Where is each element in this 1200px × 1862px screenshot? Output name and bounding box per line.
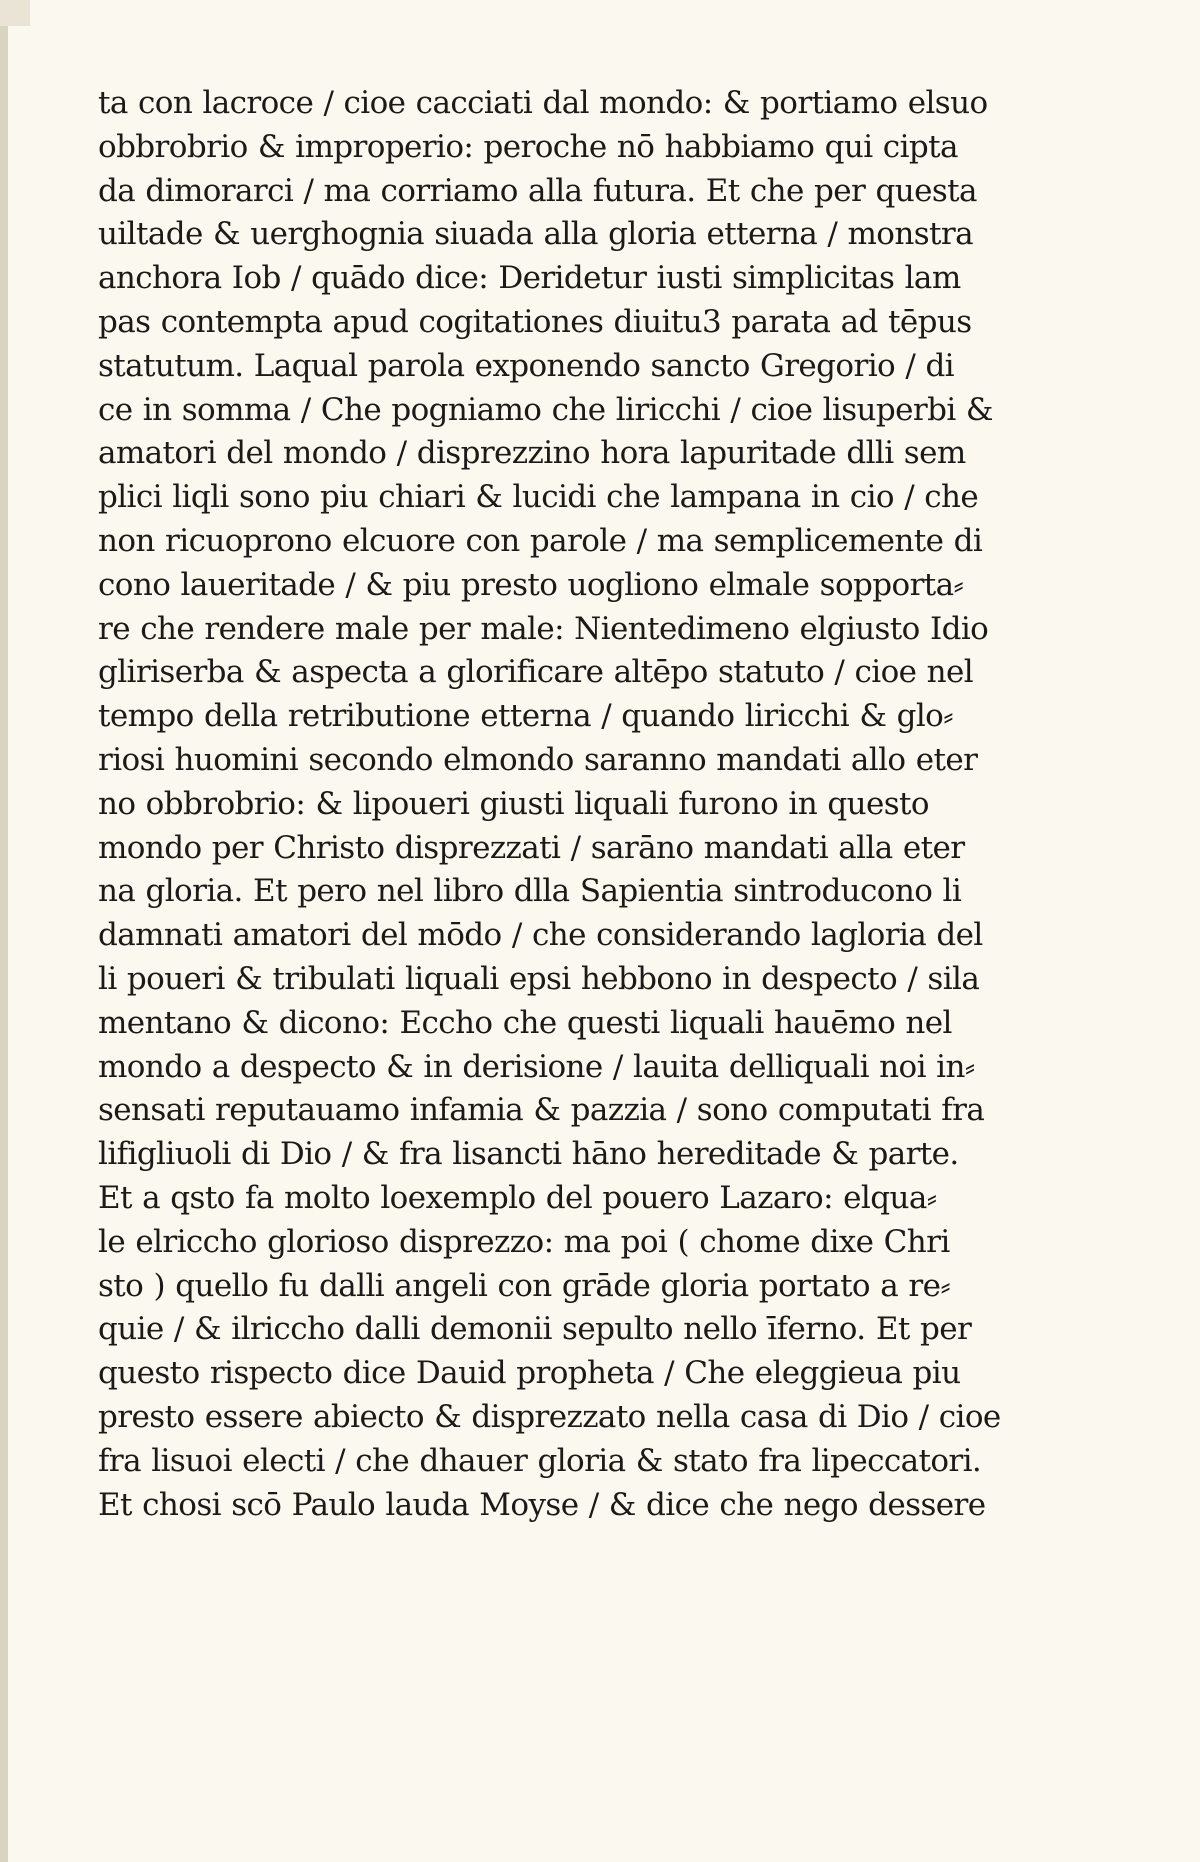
text-line: anchora Iob / quādo dice: Deridetur iusti simplicitas lam	[98, 260, 961, 297]
text-line: mondo a despecto & in derisione / lauita delliquali noi in⸗	[98, 1048, 975, 1085]
text-line: Et a qsto fa molto loexemplo del pouero Lazaro: elqua⸗	[98, 1179, 937, 1216]
text-line: mondo per Christo disprezzati / sarāno mandati alla eter	[98, 829, 965, 866]
text-line: gliriserba & aspecta a glorificare altēpo statuto / cioe nel	[98, 654, 974, 691]
text-line: Et chosi scō Paulo lauda Moyse / & dice che nego dessere	[98, 1486, 986, 1523]
text-line: lifigliuoli di Dio / & fra lisancti hāno hereditade & parte.	[98, 1136, 959, 1173]
text-line: tempo della retributione etterna / quando liricchi & glo⸗	[98, 698, 953, 735]
text-line: damnati amatori del mōdo / che considerando lagloria del	[98, 917, 983, 954]
text-line: plici liqli sono piu chiari & lucidi che lampana in cio / che	[98, 479, 979, 516]
text-line: presto essere abiecto & disprezzato nella casa di Dio / cioe	[98, 1398, 1001, 1435]
text-line: riosi huomini secondo elmondo saranno mandati allo eter	[98, 741, 978, 778]
text-line: mentano & dicono: Eccho che questi liquali hauēmo nel	[98, 1004, 952, 1041]
text-line: quie / & ilriccho dalli demonii sepulto nello īferno. Et per	[98, 1311, 972, 1348]
text-line: ce in somma / Che pogniamo che liricchi / cioe lisuperbi &	[98, 391, 993, 428]
text-line: amatori del mondo / disprezzino hora lapuritade dlli sem	[98, 435, 966, 472]
text-line: uiltade & uerghognia siuada alla gloria etterna / monstra	[98, 216, 973, 253]
text-line: obbrobrio & improperio: peroche nō habbiamo qui cipta	[98, 128, 958, 165]
text-block	[98, 82, 1001, 1527]
text-line: da dimorarci / ma corriamo alla futura. Et che per questa	[98, 172, 977, 209]
page-edge-shadow	[0, 0, 8, 1862]
text-line: sensati reputauamo infamia & pazzia / sono computati fra	[98, 1092, 985, 1129]
text-line: ta con lacroce / cioe cacciati dal mondo: & portiamo elsuo	[98, 85, 988, 121]
text-line: cono laueritade / & piu presto uogliono elmale sopporta⸗	[98, 566, 964, 603]
text-line: statutum. Laqual parola exponendo sancto Gregorio / di	[98, 347, 954, 384]
text-line: sto ) quello fu dalli angeli con grāde gloria portato a re⸗	[98, 1267, 951, 1304]
text-line: na gloria. Et pero nel libro dlla Sapientia sintroducono li	[98, 873, 962, 910]
text-line: le elriccho glorioso disprezzo: ma poi ( chome dixe Chri	[98, 1223, 950, 1260]
text-line: pas contempta apud cogitationes diuitu3 parata ad tēpus	[98, 303, 972, 340]
text-line: re che rendere male per male: Nientedimeno elgiusto Idio	[98, 610, 989, 647]
text-line: fra lisuoi electi / che dhauer gloria & stato fra lipeccatori.	[98, 1442, 982, 1479]
text-line: questo rispecto dice Dauid propheta / Che eleggieua piu	[98, 1355, 961, 1392]
text-line: no obbrobrio: & lipoueri giusti liquali furono in questo	[98, 785, 929, 822]
paper-stain	[0, 0, 30, 26]
text-line: non ricuoprono elcuore con parole / ma semplicemente di	[98, 522, 983, 559]
text-line: li poueri & tribulati liquali epsi hebbono in despecto / sila	[98, 960, 980, 997]
